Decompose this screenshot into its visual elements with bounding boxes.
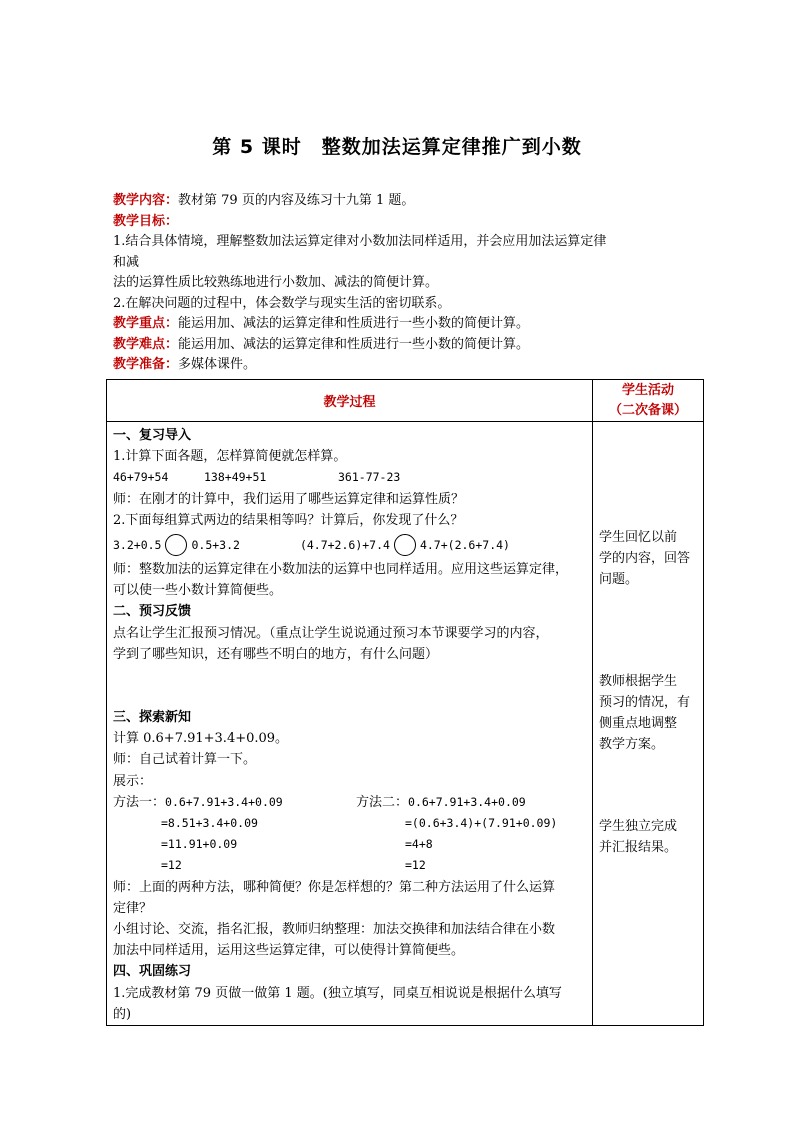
side-1a: 学生回忆以前 — [599, 530, 678, 545]
methods-row — [113, 792, 588, 877]
s1-calcs — [113, 467, 588, 488]
side-note-1 — [599, 527, 699, 590]
s1-line1: 1.计算下面各题，怎样算简便就怎样算。 — [113, 449, 347, 465]
s4-line1b: 的) — [113, 1006, 132, 1022]
m1-s1: =8.51+3.4+0.09 — [161, 816, 258, 831]
m2-s0: 0.6+7.91+3.4+0.09 — [408, 794, 526, 809]
section-4-title: 四、巩固练习 — [113, 964, 192, 980]
s1-teacher2a: 师：整数加法的运算定律在小数加法的运算中也同样适用。应用这些运算定律， — [113, 562, 569, 578]
side-2c: 侧重点地调整 — [599, 716, 678, 731]
section-2-title: 二、预习反馈 — [113, 604, 192, 620]
key-text: 能运用加、减法的运算定律和性质进行一些小数的简便计算。 — [178, 316, 530, 331]
side-note-2 — [599, 671, 699, 755]
m2-s2: =4+8 — [405, 837, 433, 852]
method-2 — [356, 792, 557, 877]
s3-sum2: 加法中同样适用，运用这些运算定律，可以使得计算简便些。 — [113, 943, 465, 959]
s1-teacher2b: 可以使一些小数计算简便些。 — [113, 583, 283, 599]
prep-text: 多媒体课件。 — [178, 357, 257, 372]
s3-teacher: 师：自己试着计算一下。 — [113, 752, 257, 768]
side-note-3 — [599, 816, 699, 858]
m1-s0: 0.6+7.91+3.4+0.09 — [165, 794, 283, 809]
cmp1-left: 3.2+0.5 — [113, 538, 162, 553]
s1-line2: 2.下面每组算式两边的结果相等吗？计算后，你发现了什么？ — [113, 512, 464, 528]
header-process: 教学过程 — [107, 380, 593, 422]
s3-show: 展示： — [113, 773, 153, 789]
side-2a: 教师根据学生 — [599, 674, 678, 689]
header-side-line1: 学生活动 — [621, 382, 674, 398]
compare-circle-1 — [165, 534, 187, 556]
compare-circle-2 — [394, 534, 416, 556]
goal-label-line — [113, 212, 613, 233]
m1-label: 方法一： — [113, 794, 166, 810]
s4-line1a: 1.完成教材第 79 页做一做第 1 题。(独立填写，同桌互相说说是根据什么填写 — [113, 985, 562, 1001]
prep-line — [113, 355, 613, 376]
cmp2-right: 4.7+(2.6+7.4) — [419, 538, 510, 553]
difficulty-label: 教学难点： — [113, 336, 179, 352]
side-2d: 教学方案。 — [599, 737, 665, 752]
m2-s3: =12 — [405, 858, 426, 873]
s2-line1a: 点名让学生汇报预习情况。（重点让学生说说通过预习本节课要学习的内容， — [113, 625, 549, 641]
key-label: 教学重点： — [113, 316, 179, 331]
key-line — [113, 314, 613, 335]
calc-b: 138+49+51 — [204, 470, 267, 485]
s1-compare — [113, 531, 588, 559]
goal-2: 2.在解决问题的过程中，体会数学与现实生活的密切联系。 — [113, 295, 451, 311]
difficulty-text: 能运用加、减法的运算定律和性质进行一些小数的简便计算。 — [178, 336, 530, 352]
s3-calc: 计算 0.6+7.91+3.4+0.09。 — [113, 731, 289, 747]
s1-teacher1: 师：在刚才的计算中，我们运用了哪些运算定律和运算性质？ — [113, 491, 465, 507]
calc-a: 46+79+54 — [113, 470, 169, 485]
m1-s3: =12 — [161, 858, 182, 873]
cmp2-left: (4.7+2.6)+7.4 — [299, 538, 390, 553]
s3-q1b: 定律？ — [113, 900, 153, 916]
side-3b: 并汇报结果。 — [599, 840, 678, 855]
goal-label: 教学目标： — [113, 213, 179, 229]
process-cell — [107, 422, 593, 1026]
goal-1b: 法的运算性质比较熟练地进行小数加、减法的简便计算。 — [113, 275, 439, 290]
method-1 — [113, 792, 356, 877]
page-title: 第 5 课时 整数加法运算定律推广到小数 — [212, 136, 582, 158]
section-3-title: 三、探索新知 — [113, 710, 192, 726]
goal-1a: 1.结合具体情境，理解整数加法运算定律对小数加法同样适用，并会应用加法运算定律和减 — [113, 234, 607, 270]
m2-label: 方法二： — [356, 794, 409, 810]
header-student-activity — [593, 380, 704, 422]
content-text: 教材第 79 页的内容及练习十九第 1 题。 — [178, 193, 415, 208]
s3-sum1: 小组讨论、交流，指名汇报，教师归纳整理：加法交换律和加法结合律在小数 — [113, 922, 556, 938]
lesson-plan-table — [106, 379, 704, 1026]
s2-line1b: 学到了哪些知识，还有哪些不明白的地方，有什么问题） — [113, 646, 439, 662]
header-side-line2: （二次备课） — [608, 402, 687, 418]
side-3a: 学生独立完成 — [599, 819, 678, 834]
calc-c: 361-77-23 — [338, 470, 401, 485]
side-2b: 预习的情况，有 — [599, 695, 691, 710]
m2-s1: =(0.6+3.4)+(7.91+0.09) — [405, 816, 558, 831]
side-1b: 学的内容，回答 — [599, 551, 691, 566]
difficulty-line — [113, 335, 613, 356]
section-1-title: 一、复习导入 — [113, 428, 192, 443]
prep-label: 教学准备： — [113, 357, 179, 372]
content-line — [113, 191, 613, 212]
lesson-info — [113, 191, 613, 376]
side-1c: 问题。 — [599, 572, 639, 587]
cmp1-right: 0.5+3.2 — [191, 538, 240, 553]
m1-s2: =11.91+0.09 — [161, 837, 238, 852]
student-activity-cell — [593, 422, 704, 1026]
content-label: 教学内容： — [113, 193, 179, 208]
s3-q1a: 师：上面的两种方法，哪种简便？你是怎样想的？第二种方法运用了什么运算 — [113, 879, 556, 895]
